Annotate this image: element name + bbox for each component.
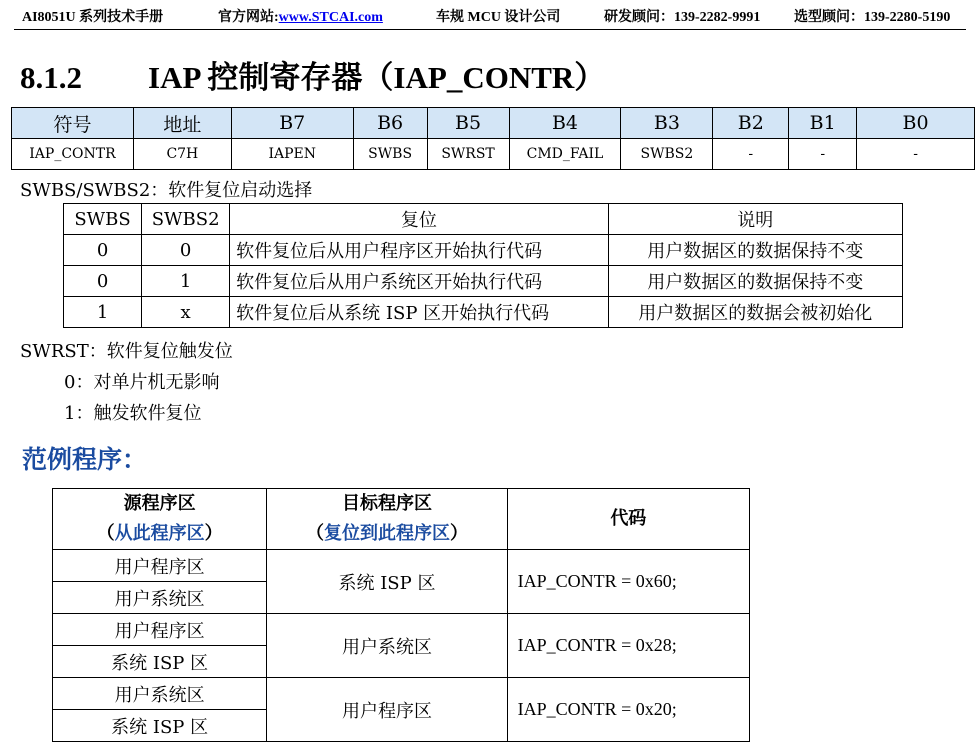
swbs-cell: 0 — [64, 235, 142, 266]
table-row — [53, 614, 750, 646]
source-header-line1: 源程序区 — [123, 493, 196, 514]
source-cell: 用户程序区 — [53, 614, 267, 646]
swbs2-cell: 0 — [142, 235, 230, 266]
swrst-option-1: 1：触发软件复位 — [64, 403, 202, 424]
note-cell: 用户数据区的数据会被初始化 — [608, 297, 902, 328]
target-header-line1: 目标程序区 — [341, 493, 432, 514]
register-cell: IAP_CONTR — [12, 139, 134, 170]
source-header-line2: （从此程序区） — [96, 523, 223, 544]
register-cell: - — [857, 139, 975, 170]
register-header-cell: B0 — [857, 108, 975, 139]
example-table — [52, 488, 750, 742]
register-cell: SWBS2 — [621, 139, 713, 170]
website-group — [218, 6, 383, 26]
register-header-cell: B2 — [713, 108, 789, 139]
swbs2-cell: 1 — [142, 266, 230, 297]
source-cell: 用户程序区 — [53, 550, 267, 582]
register-header-cell: B5 — [427, 108, 509, 139]
section-title — [20, 52, 605, 97]
target-header — [267, 489, 507, 550]
reset-cell: 软件复位后从系统 ISP 区开始执行代码 — [230, 297, 608, 328]
source-cell: 用户系统区 — [53, 582, 267, 614]
table-row — [53, 550, 750, 582]
note-cell: 用户数据区的数据保持不变 — [608, 266, 902, 297]
swrst-option-0: 0：对单片机无影响 — [64, 372, 220, 393]
code-cell: IAP_CONTR = 0x20; — [507, 678, 749, 742]
rd-contact: 研发顾问：139-2282-9991 — [604, 10, 761, 25]
target-cell: 用户程序区 — [267, 678, 507, 742]
register-cell: IAPEN — [231, 139, 353, 170]
code-header: 代码 — [507, 489, 749, 550]
swbs2-cell: x — [142, 297, 230, 328]
register-header-cell: B4 — [509, 108, 621, 139]
page-header — [0, 0, 980, 30]
doc-title: AI8051U 系列技术手册 — [22, 10, 164, 25]
register-cell: - — [713, 139, 789, 170]
register-header-cell: 地址 — [133, 108, 231, 139]
register-cell: - — [789, 139, 857, 170]
source-cell: 用户系统区 — [53, 678, 267, 710]
swbs-header-cell: SWBS2 — [142, 204, 230, 235]
example-header-row — [53, 489, 750, 550]
code-cell: IAP_CONTR = 0x28; — [507, 614, 749, 678]
company-slogan: 车规 MCU 设计公司 — [436, 10, 561, 25]
section-number: 8.1.2 — [20, 60, 82, 95]
reset-cell: 软件复位后从用户程序区开始执行代码 — [230, 235, 608, 266]
note-cell: 用户数据区的数据保持不变 — [608, 235, 902, 266]
register-value-row — [12, 139, 975, 170]
target-header-line2: （复位到此程序区） — [305, 523, 468, 544]
register-header-cell: B6 — [353, 108, 427, 139]
table-row — [64, 235, 903, 266]
swbs-cell: 1 — [64, 297, 142, 328]
table-row — [64, 297, 903, 328]
swrst-label: SWRST：软件复位触发位 — [20, 341, 233, 362]
register-cell: SWBS — [353, 139, 427, 170]
swbs-header-cell: 复位 — [230, 204, 608, 235]
table-row — [64, 266, 903, 297]
swbs-table — [63, 203, 903, 328]
reset-cell: 软件复位后从用户系统区开始执行代码 — [230, 266, 608, 297]
register-table — [11, 107, 975, 170]
register-header-cell: B7 — [231, 108, 353, 139]
register-header-row — [12, 108, 975, 139]
swbs-header-cell: 说明 — [608, 204, 902, 235]
swbs-header-row — [64, 204, 903, 235]
source-header — [53, 489, 267, 550]
website-link[interactable]: www.STCAI.com — [278, 10, 383, 25]
register-header-cell: B1 — [789, 108, 857, 139]
header-divider — [14, 29, 966, 30]
source-cell: 系统 ISP 区 — [53, 646, 267, 678]
code-cell: IAP_CONTR = 0x60; — [507, 550, 749, 614]
example-title: 范例程序： — [22, 445, 148, 474]
register-cell: SWRST — [427, 139, 509, 170]
sales-contact: 选型顾问：139-2280-5190 — [794, 10, 951, 25]
swbs-description: SWBS/SWBS2：软件复位启动选择 — [20, 180, 313, 201]
register-cell: C7H — [133, 139, 231, 170]
website-label: 官方网站: — [218, 10, 279, 25]
table-row — [53, 678, 750, 710]
target-cell: 用户系统区 — [267, 614, 507, 678]
register-header-cell: B3 — [621, 108, 713, 139]
register-cell: CMD_FAIL — [509, 139, 621, 170]
source-cell: 系统 ISP 区 — [53, 710, 267, 742]
swbs-cell: 0 — [64, 266, 142, 297]
swbs-header-cell: SWBS — [64, 204, 142, 235]
section-heading: IAP 控制寄存器（IAP_CONTR） — [148, 60, 606, 95]
target-cell: 系统 ISP 区 — [267, 550, 507, 614]
register-header-cell: 符号 — [12, 108, 134, 139]
